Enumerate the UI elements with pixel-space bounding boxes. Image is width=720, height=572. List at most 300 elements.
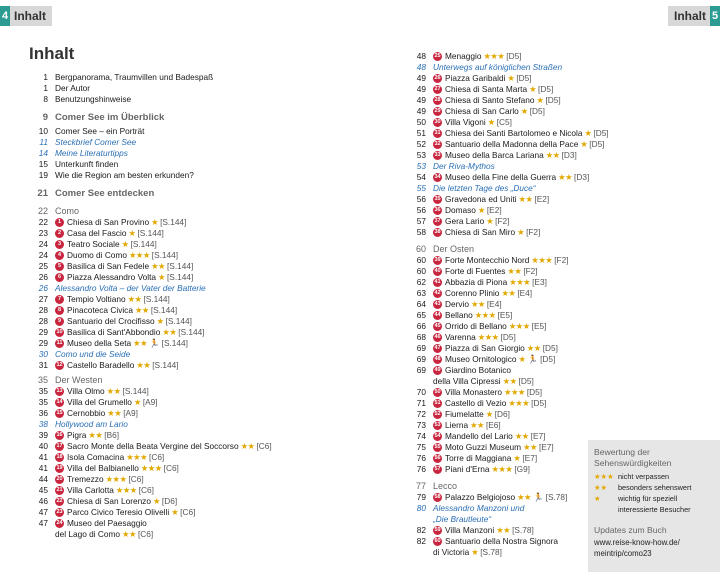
entry-title: Meine Literaturtipps	[55, 148, 128, 158]
page-number: 30	[38, 349, 48, 359]
map-marker-icon: 33	[434, 152, 441, 159]
map-reference: [C6]	[137, 529, 154, 539]
entry-text-wrap	[433, 84, 553, 95]
entry-title: Basilica di San Fedele	[67, 261, 150, 271]
map-marker-icon: 7	[55, 295, 64, 304]
entry-title: Sacro Monte della Beata Vergine del Soccorso	[67, 441, 239, 451]
map-reference: [F2]	[495, 216, 510, 226]
rating-stars: ★	[133, 397, 141, 407]
entry-text-wrap	[433, 161, 495, 172]
page-number: 24	[38, 239, 48, 249]
map-marker-icon: 41	[434, 279, 441, 286]
entry-title: Varenna	[445, 332, 476, 342]
entry-text-wrap	[433, 106, 545, 117]
map-marker-icon: 2	[55, 229, 64, 238]
map-marker-icon: 27	[434, 86, 441, 93]
map-reference: [D6]	[161, 496, 178, 506]
rating-stars: ★	[517, 227, 525, 237]
map-reference: [D3]	[574, 172, 590, 182]
map-reference: [D5]	[526, 387, 543, 397]
left-header-label: Inhalt	[10, 6, 52, 26]
rating-stars: ★★	[507, 266, 522, 276]
map-reference: [D5]	[500, 332, 516, 342]
updates-url-line2[interactable]: meintrip/como23	[594, 549, 652, 558]
entry-title: Castello di Vezio	[445, 398, 507, 408]
rating-stars: ★★	[502, 376, 517, 386]
page-number: 39	[38, 430, 48, 440]
rating-stars: ★★	[151, 261, 165, 271]
page-number: 56	[416, 194, 426, 204]
page-number: 77	[415, 481, 426, 491]
page-number: 26	[38, 283, 48, 293]
map-marker-icon: 42	[434, 290, 441, 297]
entry-text-wrap	[55, 187, 154, 201]
map-marker-icon: 46	[434, 334, 441, 341]
map-marker-icon: 55	[434, 444, 441, 451]
page-number: 41	[38, 452, 48, 462]
map-reference: [E3]	[532, 277, 547, 287]
entry-text-wrap	[433, 354, 555, 365]
entry-title: Bellano	[445, 310, 473, 320]
page-number: 70	[416, 387, 426, 397]
map-marker-icon: 20	[56, 476, 63, 483]
entry-text-wrap	[433, 128, 609, 139]
entry-title: Hollywood am Lario	[55, 419, 128, 429]
rating-stars: ★	[513, 453, 521, 463]
rating-stars: ★	[584, 128, 592, 138]
page-number: 69	[416, 343, 426, 353]
page-number: 51	[416, 128, 426, 138]
rating-stars: ★★	[526, 343, 541, 353]
rating-stars: ★★	[106, 386, 121, 396]
map-marker-icon: 45	[434, 323, 441, 330]
entry-text-wrap	[433, 536, 558, 547]
map-marker-icon: 8	[55, 306, 64, 315]
rating-stars: ★★★	[483, 51, 505, 61]
map-marker-icon: 9	[55, 317, 64, 326]
map-marker-icon: 38	[434, 229, 441, 236]
map-marker-icon: 57	[434, 466, 441, 473]
rating-stars: ★★★	[491, 464, 513, 474]
legend-box	[588, 440, 720, 572]
page-number: 64	[416, 299, 426, 309]
page-number: 35	[37, 375, 48, 385]
page-number: 74	[416, 431, 426, 441]
rating-stars: ★★	[514, 431, 529, 441]
rating-stars: ★★★	[531, 255, 553, 265]
entry-title: Comer See – ein Porträt	[55, 126, 145, 136]
entry-title: Wie die Region am besten erkunden?	[55, 170, 194, 180]
entry-text-wrap	[55, 419, 128, 430]
map-marker-icon: 47	[434, 345, 441, 352]
rating-stars: ★	[171, 507, 179, 517]
rating-stars: ★★	[122, 529, 136, 539]
map-reference: [D5]	[542, 343, 558, 353]
page-number: 26	[38, 272, 48, 282]
map-reference: [D5]	[516, 73, 532, 83]
map-marker-icon: 22	[56, 498, 63, 505]
entry-text-wrap	[433, 117, 512, 128]
entry-title: Der Autor	[55, 83, 91, 93]
rating-stars: ★★	[496, 525, 511, 535]
entry-text-wrap	[55, 518, 147, 529]
map-reference: [C6]	[128, 474, 144, 484]
entry-text-wrap	[433, 431, 545, 442]
page-number: 28	[38, 305, 48, 315]
rating-stars: ★★	[518, 194, 533, 204]
entry-text-wrap	[55, 294, 170, 305]
entry-title: Pinacoteca Civica	[67, 305, 133, 315]
map-reference: [D5]	[506, 51, 522, 61]
rating-stars: ★	[580, 139, 588, 149]
rating-stars: ★★	[88, 430, 103, 440]
entry-title: Alessandro Manzoni und	[433, 503, 525, 513]
entry-title: Museo del Paesaggio	[67, 518, 147, 528]
entry-text-wrap	[433, 51, 522, 62]
map-reference: [F2]	[554, 255, 569, 265]
page-number: 36	[38, 408, 48, 418]
map-reference: [E7]	[530, 431, 546, 441]
map-marker-icon: 28	[434, 97, 441, 104]
entry-text-wrap	[433, 409, 510, 420]
entry-text-wrap	[433, 150, 577, 161]
entry-text-wrap	[433, 299, 502, 310]
rating-stars: ★★★	[115, 485, 137, 495]
map-marker-icon: 26	[434, 75, 441, 82]
map-marker-icon: 16	[56, 432, 63, 439]
entry-text-wrap	[433, 139, 604, 150]
page-number: 29	[38, 338, 48, 348]
entry-text-wrap	[55, 126, 144, 137]
entry-text-wrap	[433, 492, 567, 503]
right-header-label: Inhalt	[668, 6, 710, 26]
map-reference: [C6]	[180, 507, 196, 517]
legend-row	[594, 494, 677, 503]
rating-stars: ★★	[470, 420, 484, 430]
header-left-tab	[0, 6, 52, 26]
map-reference: [D5]	[531, 398, 547, 408]
entry-text-wrap	[433, 398, 546, 409]
entry-title: Santuario della Madonna della Pace	[445, 139, 579, 149]
page-number: 71	[416, 398, 426, 408]
map-marker-icon: 15	[56, 410, 63, 417]
map-marker-icon: 60	[434, 538, 441, 545]
page-number: 72	[416, 409, 426, 419]
entry-text-wrap	[433, 514, 491, 525]
page-number: 75	[416, 442, 426, 452]
map-reference: [E2]	[534, 194, 550, 204]
rating-stars: ★★★	[508, 398, 530, 408]
entry-title: Villa Manzoni	[445, 525, 495, 535]
page-number: 54	[416, 172, 426, 182]
entry-title: Der Osten	[433, 244, 475, 254]
map-marker-icon: 44	[434, 312, 441, 319]
rating-stars: ★	[518, 354, 526, 364]
map-marker-icon: 34	[434, 174, 441, 181]
entry-title: Villa Carlotta	[67, 485, 114, 495]
rating-stars: ★★	[501, 288, 516, 298]
entry-title: Steckbrief Comer See	[55, 137, 137, 147]
rating-stars: ★★★	[504, 387, 525, 397]
map-reference: [C6]	[256, 441, 272, 451]
entry-title: Comer See im Überblick	[55, 112, 165, 123]
map-marker-icon: 31	[434, 130, 441, 137]
map-marker-icon: 12	[56, 362, 63, 369]
entry-title: Chiesa di San Miro	[445, 227, 516, 237]
page-number: 53	[416, 150, 426, 160]
rating-stars: ★	[487, 117, 495, 127]
map-reference: [D5]	[529, 106, 545, 116]
left-page-number: 4	[0, 6, 10, 26]
map-reference: [D5]	[593, 128, 609, 138]
map-reference: [E7]	[538, 442, 554, 452]
entry-title: Forte di Fuentes	[445, 266, 506, 276]
entry-title: Chiesa di San Lorenzo	[67, 496, 151, 506]
entry-text-wrap	[55, 408, 138, 419]
entry-text-wrap	[55, 441, 272, 452]
page-number: 14	[38, 148, 48, 158]
entry-text-wrap	[55, 316, 192, 327]
page-number: 45	[38, 485, 48, 495]
map-reference: [E5]	[531, 321, 547, 331]
entry-text-wrap	[433, 376, 534, 387]
entry-title: Como und die Seide	[55, 349, 131, 359]
entry-title: Forte Montecchio Nord	[445, 255, 530, 265]
map-reference: [D5]	[518, 376, 534, 386]
map-marker-icon: 58	[434, 494, 441, 501]
page-title: Inhalt	[29, 44, 75, 63]
entry-text-wrap	[55, 250, 178, 261]
entry-title: Gera Lario	[445, 216, 485, 226]
page-number: 10	[38, 126, 48, 136]
rating-stars: ★★	[136, 360, 151, 370]
map-marker-icon: 6	[55, 273, 64, 282]
entry-title: Dervio	[445, 299, 469, 309]
entry-title: Santuario della Nostra Signora	[445, 536, 558, 546]
map-reference: [S.144]	[166, 272, 194, 282]
legend-title-2: Sehenswürdigkeiten	[594, 458, 672, 468]
entry-text-wrap	[433, 288, 532, 299]
map-marker-icon: 37	[434, 218, 441, 225]
entry-title: Mandello del Lario	[445, 431, 513, 441]
map-marker-icon: 39	[434, 257, 441, 264]
entry-text-wrap	[433, 453, 537, 464]
page-number: 52	[416, 139, 426, 149]
map-marker-icon: 54	[434, 433, 441, 440]
entry-title: Piazza Alessandro Volta	[67, 272, 157, 282]
entry-text-wrap	[55, 327, 205, 338]
entry-title: Chiesa dei Santi Bartolomeo e Nicola	[445, 128, 583, 138]
entry-text-wrap	[433, 62, 562, 73]
map-marker-icon: 23	[56, 509, 63, 516]
entry-text-wrap	[433, 172, 589, 183]
page-number: 79	[416, 492, 426, 502]
entry-title: Isola Comacina	[67, 452, 125, 462]
entry-title: Gravedona ed Uniti	[445, 194, 517, 204]
entry-title: Villa del Grumello	[67, 397, 132, 407]
map-marker-icon: 56	[434, 455, 441, 462]
entry-title: di Victoria	[433, 547, 470, 557]
entry-text-wrap	[55, 338, 188, 349]
map-marker-icon: 10	[56, 329, 63, 336]
map-reference: [S.144]	[151, 250, 179, 260]
entry-text-wrap	[55, 283, 206, 294]
entry-text-wrap	[433, 420, 501, 431]
entry-text-wrap	[55, 83, 90, 94]
page-number: 49	[416, 73, 426, 83]
map-reference: [A9]	[123, 408, 138, 418]
entry-text-wrap	[433, 255, 569, 266]
page-number: 1	[43, 72, 48, 82]
legend-text: interessierte Besucher	[618, 505, 691, 514]
rating-stars: ★	[158, 272, 165, 282]
entry-title: Abbazia di Piona	[445, 277, 508, 287]
entry-text-wrap	[433, 266, 538, 277]
entry-title: Duomo di Como	[67, 250, 127, 260]
map-marker-icon: 18	[56, 454, 63, 461]
entry-text-wrap	[433, 481, 457, 492]
rating-stars: ★	[486, 216, 494, 226]
page-number: 24	[38, 250, 48, 260]
page-number: 31	[38, 360, 48, 370]
entry-title: Lecco	[433, 481, 458, 491]
entry-text-wrap	[55, 239, 157, 250]
entry-text-wrap	[55, 228, 164, 239]
map-reference: [S.144]	[160, 217, 187, 227]
legend-row	[594, 483, 691, 492]
map-marker-icon: 52	[434, 411, 441, 418]
rating-stars: ★	[520, 106, 528, 116]
map-marker-icon: 43	[434, 301, 441, 308]
page-number: 23	[38, 228, 48, 238]
entry-title: Menaggio	[445, 51, 482, 61]
page-number: 44	[38, 474, 48, 484]
page-number: 21	[37, 188, 48, 199]
map-reference: [S.144]	[152, 360, 179, 370]
entry-title: del Lago di Como	[55, 529, 121, 539]
page-number: 49	[416, 84, 426, 94]
rating-stars: ★	[156, 316, 164, 326]
page-number: 60	[415, 244, 426, 254]
rating-stars: ★★	[517, 492, 531, 502]
rating-stars: ★	[121, 239, 129, 249]
rating-stars: ★★★	[105, 474, 127, 484]
map-reference: [C6]	[163, 463, 179, 473]
page-number: 15	[38, 159, 48, 169]
rating-stars: ★	[507, 73, 515, 83]
entry-title: Fiumelatte	[445, 409, 484, 419]
page-number: 28	[38, 316, 48, 326]
page-number: 29	[38, 327, 48, 337]
rating-stars: ★★	[240, 441, 255, 451]
rating-stars: ★★★	[474, 310, 496, 320]
map-reference: [S.144]	[122, 386, 149, 396]
page-number: 69	[416, 354, 426, 364]
entry-title: Castello Baradello	[67, 360, 135, 370]
page-number: 47	[38, 507, 48, 517]
entry-text-wrap	[55, 375, 102, 386]
legend-stars: ★★	[594, 483, 608, 492]
legend-row	[594, 472, 669, 481]
entry-text-wrap	[55, 360, 179, 371]
entry-title: Piazza Garibaldi	[445, 73, 506, 83]
map-marker-icon: 3	[55, 240, 64, 249]
page-number: 25	[38, 261, 48, 271]
updates-url-line1[interactable]: www.reise-know-how.de/	[594, 538, 680, 547]
entry-title: Tremezzo	[67, 474, 104, 484]
entry-text-wrap	[55, 305, 177, 316]
page-number: 41	[38, 463, 48, 473]
rating-stars: ★★	[134, 305, 149, 315]
entry-text-wrap	[433, 310, 512, 321]
rating-stars: ★★★	[508, 321, 530, 331]
page-number: 49	[416, 95, 426, 105]
entry-title: Cernobbio	[67, 408, 106, 418]
updates-title: Updates zum Buch	[594, 525, 667, 535]
entry-text-wrap	[55, 529, 153, 540]
entry-title: Domaso	[445, 205, 476, 215]
entry-title: Comer See entdecken	[55, 188, 155, 199]
legend-row	[594, 505, 691, 514]
map-marker-icon: 1	[55, 218, 64, 227]
page-number: 60	[416, 266, 426, 276]
entry-text-wrap	[433, 387, 542, 398]
entry-text-wrap	[55, 159, 118, 170]
map-reference: [C6]	[149, 452, 165, 462]
entry-title: Villa Olmo	[67, 386, 105, 396]
map-marker-icon: 5	[55, 262, 64, 271]
map-marker-icon: 13	[56, 388, 63, 395]
map-reference: [E4]	[517, 288, 533, 298]
map-reference: [C6]	[138, 485, 154, 495]
map-marker-icon: 21	[56, 487, 63, 494]
page-number: 1	[43, 83, 48, 93]
map-reference: [D5]	[545, 95, 561, 105]
map-reference: [A9]	[142, 397, 158, 407]
map-marker-icon: 17	[56, 443, 63, 450]
entry-text-wrap	[433, 442, 554, 453]
entry-title: Giardino Botanico	[445, 365, 511, 375]
rating-stars: ★★	[107, 408, 122, 418]
page-number: 47	[38, 518, 48, 528]
entry-text-wrap	[433, 73, 532, 84]
legend-text: wichtig für speziell	[618, 494, 678, 503]
rating-stars: ★★	[523, 442, 537, 452]
map-reference: [S.78]	[512, 525, 534, 535]
entry-title: Unterkunft finden	[55, 159, 119, 169]
rating-stars: ★★★	[477, 332, 499, 342]
entry-text-wrap	[433, 205, 502, 216]
entry-title: Chiesa di San Provino	[67, 217, 150, 227]
entry-text-wrap	[55, 206, 79, 217]
page-number: 35	[38, 386, 48, 396]
page-number: 11	[39, 137, 48, 147]
map-reference: [D5]	[538, 84, 554, 94]
map-marker-icon: 32	[434, 141, 441, 148]
page-number: 68	[416, 332, 426, 342]
page-number: 76	[416, 464, 426, 474]
legend-text: besonders sehenswert	[618, 483, 692, 492]
page-number: 49	[416, 106, 426, 116]
entry-title: Museo Ornitologico	[445, 354, 517, 364]
map-marker-icon: 29	[434, 108, 441, 115]
page-number: 58	[416, 227, 426, 237]
rating-stars: ★	[151, 217, 159, 227]
entry-text-wrap	[433, 227, 540, 238]
map-marker-icon: 49	[434, 367, 441, 374]
map-reference: [F2]	[526, 227, 541, 237]
map-marker-icon: 53	[434, 422, 441, 429]
